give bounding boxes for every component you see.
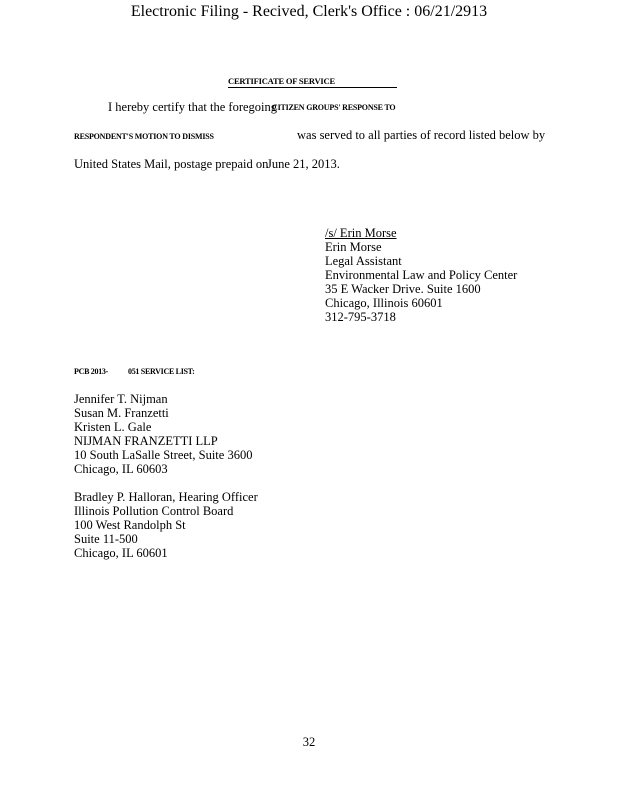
mail-method-text: United States Mail, postage prepaid on (74, 157, 269, 171)
party-line: Chicago, IL 60603 (74, 462, 168, 476)
party-line: 100 West Randolph St (74, 518, 186, 532)
document-title-part2: RESPONDENT'S MOTION TO DISMISS (74, 132, 214, 141)
service-date: June 21, 2013. (267, 157, 340, 171)
party-line: Chicago, IL 60601 (74, 546, 168, 560)
party-line: Bradley P. Halloran, Hearing Officer (74, 490, 258, 504)
party-line: Susan M. Franzetti (74, 406, 169, 420)
party-line: Suite 11-500 (74, 532, 138, 546)
certificate-title: CERTIFICATE OF SERVICE (228, 77, 397, 88)
certify-lead-text: I hereby certify that the foregoing (108, 100, 278, 114)
page-number: 32 (302, 735, 316, 749)
signer-street-address: 35 E Wacker Drive. Suite 1600 (325, 282, 481, 296)
signer-title: Legal Assistant (325, 254, 402, 268)
document-title-part1: CITIZEN GROUPS' RESPONSE TO (272, 103, 396, 112)
party-line: Kristen L. Gale (74, 420, 152, 434)
electronic-filing-stamp: Electronic Filing - Recived, Clerk's Office : 06/21/2913 (130, 3, 488, 20)
signer-phone: 312-795-3718 (325, 310, 396, 324)
party-line: Jennifer T. Nijman (74, 392, 168, 406)
service-list-heading: 051 SERVICE LIST: (128, 367, 195, 376)
served-text: was served to all parties of record listed below by (297, 128, 546, 142)
signer-name: Erin Morse (325, 240, 382, 254)
service-party-address (74, 490, 258, 560)
party-line: Illinois Pollution Control Board (74, 504, 234, 518)
service-party-address (74, 392, 252, 476)
electronic-signature: /s/ Erin Morse (325, 226, 397, 240)
party-line: 10 South LaSalle Street, Suite 3600 (74, 448, 253, 462)
case-number-prefix: PCB 2013- (74, 367, 108, 376)
signer-organization: Environmental Law and Policy Center (325, 268, 518, 282)
signer-city-state: Chicago, Illinois 60601 (325, 296, 443, 310)
signature-block (325, 226, 517, 324)
party-line: NIJMAN FRANZETTI LLP (74, 434, 218, 448)
